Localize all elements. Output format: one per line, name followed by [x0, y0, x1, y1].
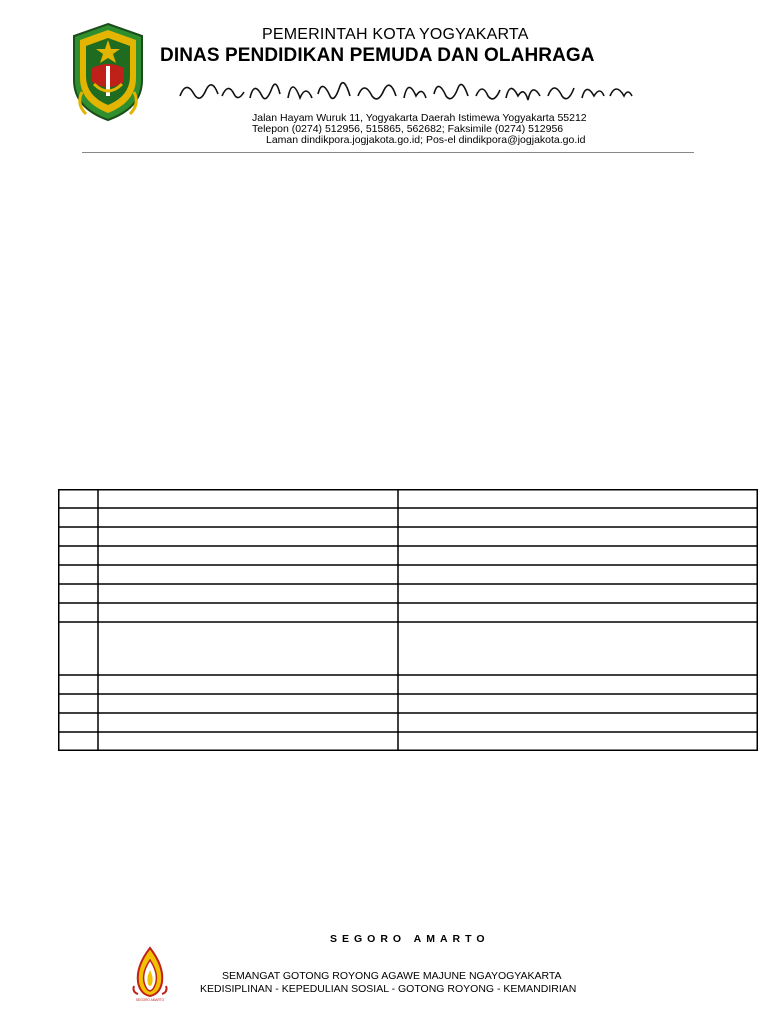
motto-title: SEGORO AMARTO [330, 933, 490, 945]
header-divider [82, 152, 694, 153]
footer-logo-caption: SEGORO AMARTO [135, 998, 165, 1002]
motto-line-2: KEDISIPLINAN - KEPEDULIAN SOSIAL - GOTONG ROYONG - KEMANDIRIAN [200, 983, 577, 995]
table-grid [58, 489, 758, 751]
yogyakarta-city-emblem-icon [68, 22, 148, 122]
phone-line: Telepon (0274) 512956, 515865, 562682; Faksimile (0274) 512956 [252, 123, 564, 135]
motto-line-1: SEMANGAT GOTONG ROYONG AGAWE MAJUNE NGAYOGYAKARTA [222, 970, 562, 982]
segoro-amarto-flame-logo-icon [130, 946, 170, 1002]
web-email-line: Laman dindikpora.jogjakota.go.id; Pos-el dindikpora@jogjakota.go.id [266, 134, 586, 146]
javanese-script-icon [176, 74, 636, 106]
letterhead [0, 0, 768, 160]
address-line: Jalan Hayam Wuruk 11, Yogyakarta Daerah Istimewa Yogyakarta 55212 [252, 112, 587, 124]
agency-name: DINAS PENDIDIKAN PEMUDA DAN OLAHRAGA [160, 45, 595, 66]
empty-form-table [58, 489, 758, 751]
government-name: PEMERINTAH KOTA YOGYAKARTA [262, 26, 529, 43]
